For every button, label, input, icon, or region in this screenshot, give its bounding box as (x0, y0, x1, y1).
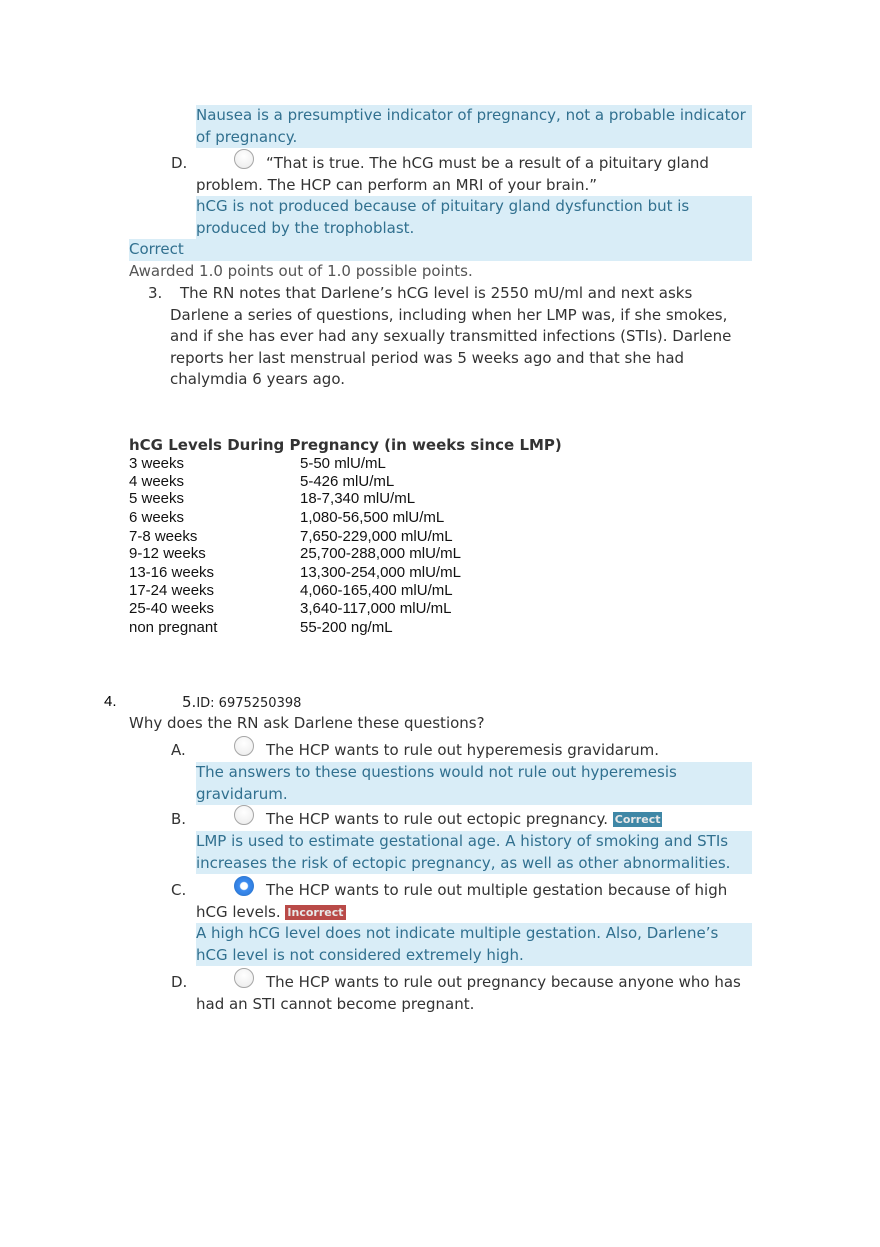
option-b-text: The HCP wants to rule out ectopic pregnancy. Correct (266, 810, 661, 828)
question-4-list-number: 4. (104, 693, 117, 710)
option-c-feedback: A high hCG level does not indicate multiple gestation. Also, Darlene’s hCG level is not considered extremely high. (196, 923, 752, 966)
table-row: non pregnant 55-200 ng/mL (129, 619, 393, 636)
table-row: 4 weeks 5-426 mlU/mL (129, 473, 395, 490)
option-d-text: “That is true. The hCG must be a result of a pituitary gland problem. The HCP can perform an MRI of your brain.” (196, 154, 709, 194)
option-d-letter: D. (171, 154, 188, 172)
table-row: 17-24 weeks 4,060-165,400 mlU/mL (129, 582, 453, 599)
incorrect-badge: Incorrect (287, 905, 344, 919)
hcg-table-title: hCG Levels During Pregnancy (in weeks since LMP) (129, 436, 562, 454)
option-d-feedback: hCG is not produced because of pituitary gland dysfunction but is produced by the trophoblast. (196, 196, 752, 239)
option-d-letter-q4: D. (171, 973, 188, 991)
option-c-text: The HCP wants to rule out multiple gestation because of high hCG levels. Incorrect (196, 881, 728, 921)
option-a-text: The HCP wants to rule out hyperemesis gravidarum. (266, 741, 659, 759)
question-id: ID: 6975250398 (196, 696, 302, 711)
option-b-feedback: LMP is used to estimate gestational age. A history of smoking and STIs increases the risk of ectopic pregnancy, as well as other abnormalities. (196, 831, 752, 874)
option-a-feedback: The answers to these questions would not rule out hyperemesis gravidarum. (196, 762, 752, 805)
question-3-text: The RN notes that Darlene’s hCG level is 2550 mU/ml and next asks Darlene a series of questions, including when her LMP was, if she smokes, and if she has ever had any sexually transmitted infections (STIs). Darlene reports her last menstrual period was 5 weeks ago and that she had chalymdia 6 years ago. (170, 284, 732, 388)
table-row: 9-12 weeks 25,700-288,000 mlU/mL (129, 545, 461, 562)
table-row: 3 weeks 5-50 mlU/mL (129, 455, 386, 472)
points-awarded: Awarded 1.0 points out of 1.0 possible points. (129, 262, 473, 280)
result-label: Correct (129, 239, 752, 261)
table-row: 7-8 weeks 7,650-229,000 mlU/mL (129, 528, 453, 545)
table-row: 25-40 weeks 3,640-117,000 mlU/mL (129, 600, 452, 617)
option-c-feedback: Nausea is a presumptive indicator of pregnancy, not a probable indicator of pregnancy. (196, 105, 752, 148)
question-3-number: 3. (148, 284, 163, 302)
table-row: 6 weeks 1,080-56,500 mlU/mL (129, 509, 445, 526)
table-row: 5 weeks 18-7,340 mlU/mL (129, 490, 416, 507)
option-b-letter: B. (171, 810, 187, 828)
option-d-text-q4: The HCP wants to rule out pregnancy because anyone who has had an STI cannot become pregnant. (196, 973, 741, 1013)
table-row: 13-16 weeks 13,300-254,000 mlU/mL (129, 564, 461, 581)
question-4-prompt: Why does the RN ask Darlene these questions? (129, 714, 485, 732)
option-c-letter: C. (171, 881, 187, 899)
question-4-sub-number: 5. (182, 693, 197, 711)
question-4-id-line (182, 692, 301, 714)
correct-badge: Correct (614, 813, 661, 826)
option-a-letter: A. (171, 741, 186, 759)
